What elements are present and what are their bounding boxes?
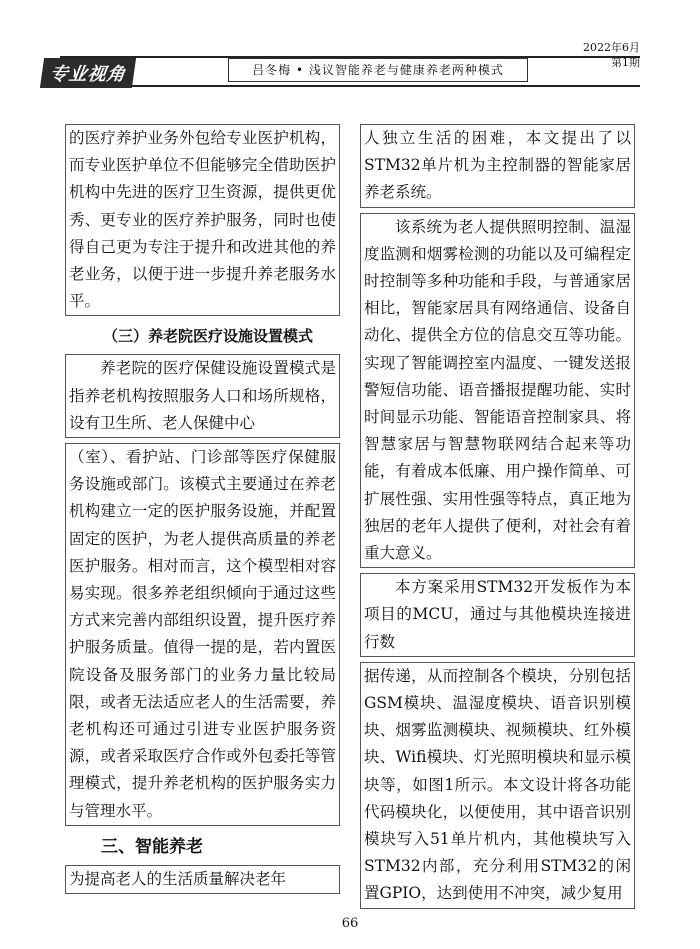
journal-logo: 专业视角	[40, 58, 136, 88]
text-block	[360, 213, 635, 569]
subheading: （三）养老院医疗设施设置模式	[103, 327, 314, 346]
left-column	[65, 124, 340, 899]
text-block	[360, 662, 635, 909]
right-column	[360, 124, 635, 914]
text-block	[65, 865, 340, 894]
paragraph: 为提高老人的生活质量解决老年	[69, 869, 287, 888]
issue-info	[580, 40, 640, 70]
running-title: 吕冬梅 • 浅议智能养老与健康养老两种模式	[228, 58, 528, 82]
paragraph: （室）、看护站、门诊部等医疗保健服务设施或部门。该模式主要通过在养老机构建立一定的医护服务设施，并配置固定的医护，为老人提供高质量的养老医护服务。相对而言，这个模型相对容易实现。很多养老组织倾向于通过这些方式来完善内部组织设置，提升医疗养护服务质量。值得一提的是，若内置医院设备及服务部门的业务力量比较局限，或者无法适应老人的生活需要，养老机构还可通过引进专业医护服务资源，或者采取医疗合作或外包委托等管理模式，提升养老机构的医护服务实力与管理水平。	[69, 448, 336, 820]
paragraph: 的医疗养护业务外包给专业医护机构，而专业医护单位不但能够完全借助医护机构中先进的医疗卫生资源，提供更优秀、更专业的医疗养护服务，同时也使得自己更为专注于提升和改进其他的养老业务，以便于进一步提升养老服务水平。	[69, 129, 336, 311]
text-block	[360, 124, 635, 208]
section-heading: 三、智能养老	[101, 836, 203, 857]
paragraph: 本方案采用STM32开发板作为本项目的MCU，通过与其他模块连接进行数	[364, 578, 631, 651]
paragraph: 人独立生活的困难，本文提出了以STM32单片机为主控制器的智能家居养老系统。	[364, 129, 631, 202]
paragraph: 据传递，从而控制各个模块，分别包括GSM模块、温湿度模块、语音识别模块、烟雾监测模块、视频模块、红外模块、Wifi模块、灯光照明模块和显示模块等，如图1所示。本文设计将各功能代码模块化，以便使用，其中语音识别模块写入51单片机内，其他模块写入STM32内部，充分利用STM32的闲置GPIO，达到使用不冲突，减少复用	[364, 666, 631, 903]
text-block	[360, 573, 635, 657]
text-block	[65, 124, 340, 316]
issue-number: 第1期	[611, 56, 640, 69]
paragraph: 养老院的医疗保健设施设置模式是指养老机构按照服务人口和场所规格，设有卫生所、老人保健中心	[69, 359, 336, 432]
paragraph: 该系统为老人提供照明控制、温湿度监测和烟雾检测的功能以及可编程定时控制等多种功能和手段，与普通家居相比，智能家居具有网络通信、设备自动化、提供全方位的信息交互等功能。实现了智能调控室内温度、一键发送报警短信功能、语音播报提醒功能、实时时间显示功能、智能语音控制家具、将智慧家居与智慧物联网结合起来等功能，有着成本低廉、用户操作简单、可扩展性强、实用性强等特点，真正地为独居的老年人提供了便利，对社会有着重大意义。	[364, 217, 631, 563]
text-block	[65, 354, 340, 438]
text-block	[65, 443, 340, 826]
page-number: 66	[341, 916, 359, 931]
issue-date: 2022年6月	[583, 41, 640, 54]
